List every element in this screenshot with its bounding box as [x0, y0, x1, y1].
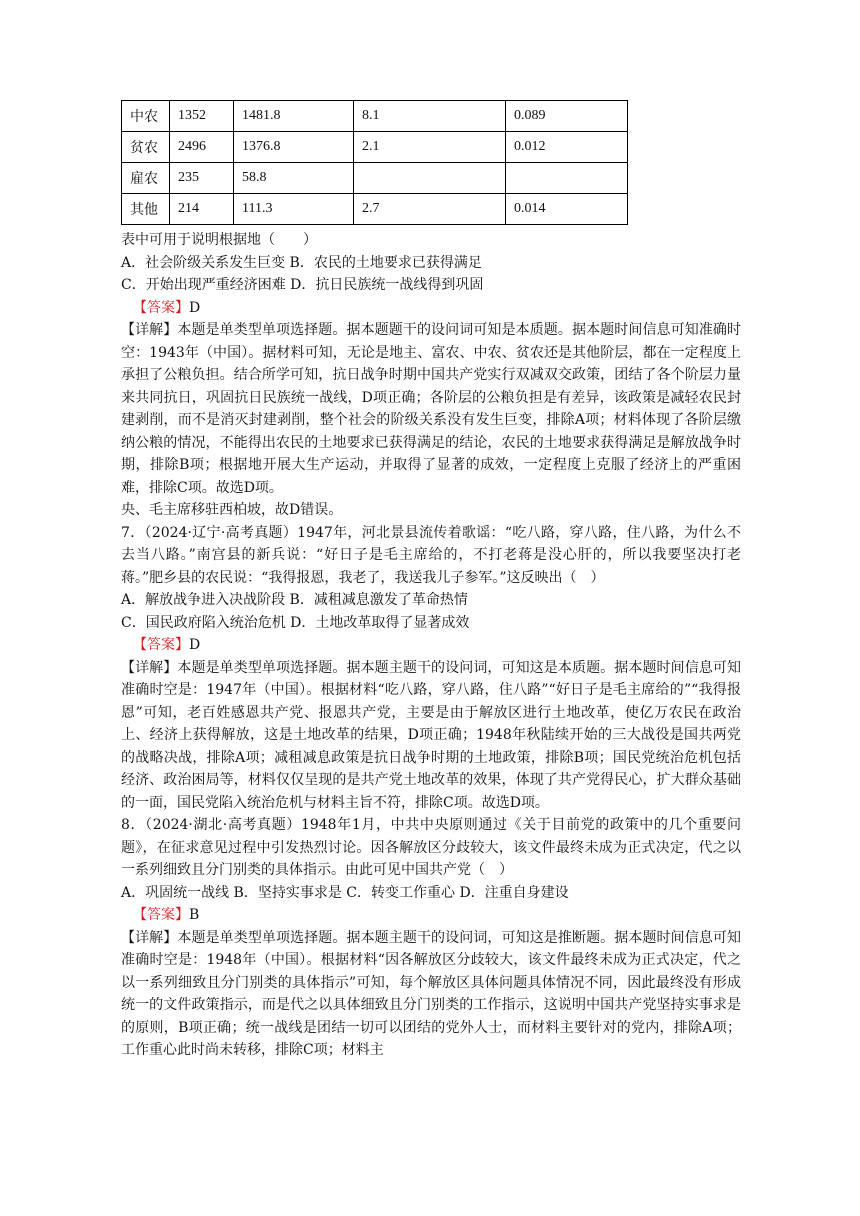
grain-burden-table	[121, 100, 628, 225]
q7-options-1: A．解放战争进入决战阶段 B．减租减息激发了革命热情	[121, 592, 468, 608]
table-cell: 58.8	[234, 163, 354, 194]
table-cell: 2.1	[354, 132, 506, 163]
detail-text: 本题是单类型单项选择题。据本题主题干的设问词，可知这是本质题。据本题时间信息可知准确时空是：1947年（中国）。根据材料“吃八路，穿八路，住八路”“好日子是毛主席给的”“我得报恩”可知，老百姓感恩共产党、报恩共产党，主要是由于解放区进行土地改革，使亿万农民在政治上、经济上获得解放，这是土地改革的结果，D项正确；1948年秋陆续开始的三大战役是国共两党的战略决战，排除A项；减租减息政策是抗日战争时期的土地政策，排除B项；国民党统治危机包括经济、政治困局等，材料仅仅呈现的是共产党土地改革的效果，体现了共产党得民心，扩大群众基础的一面，国民党陷入统治危机与材料主旨不符，排除C项。故选D项。	[121, 659, 742, 811]
q7-options-2: C．国民政府陷入统治危机 D．土地改革取得了显著成效	[121, 614, 470, 631]
q6-answer	[121, 297, 741, 320]
q6-detail	[121, 319, 741, 499]
table-cell: 0.089	[506, 101, 628, 132]
q6-options-1: A．社会阶级关系发生巨变 B．农民的土地要求已获得满足	[121, 254, 482, 271]
question-content	[121, 229, 741, 1062]
detail-label: 【详解】	[121, 659, 178, 676]
table-cell: 0.014	[506, 194, 628, 225]
q7-detail	[121, 657, 741, 815]
answer-label: 【答案】	[133, 299, 189, 316]
q6-stem-end: 表中可用于说明根据地（ ）	[121, 232, 317, 248]
q8-stem: 8．（2024·湖北·高考真题）1948年1月，中共中央原则通过《关于目前党的政策中的几个重要问题》，在征求意见过程中引发热烈讨论。因各解放区分歧较大，该文件最终未成为正式决定，代之以一系列细致且分门别类的具体指示。由此可见中国共产党（ ）	[121, 817, 741, 878]
q6-options-2: C．开始出现严重经济困难 D．抗日民族统一战线得到巩固	[121, 277, 484, 293]
table-row	[122, 132, 628, 163]
answer-label: 【答案】	[133, 637, 189, 653]
detail-text: 本题是单类型单项选择题。据本题主题干的设问词，可知这是推断题。据本题时间信息可知准确时空是：1948年（中国）。根据材料“因各解放区分歧较大，该文件最终未成为正式决定，代之以一系列细致且分门别类的具体指示”可知，每个解放区具体问题具体情况不同，因此最终没有形成统一的文件政策指示，而是代之以具体细致且分门别类的工作指示，这说明中国共产党坚持实事求是的原则，B项正确；统一战线是团结一切可以团结的党外人士，而材料主要针对的党内，排除A项；工作重心此时尚未转移，排除C项；材料主	[121, 929, 742, 1058]
table-cell: 1376.8	[234, 132, 354, 163]
table-cell: 1352	[170, 101, 234, 132]
table-cell	[354, 163, 506, 194]
table-cell	[506, 163, 628, 194]
q8-detail	[121, 927, 741, 1062]
q7-answer	[121, 634, 741, 657]
detail-text: 本题是单类型单项选择题。据本题题干的设问词可知是本质题。据本题时间信息可知准确时空：1943年（中国）。据材料可知，无论是地主、富农、中农、贫农还是其他阶层，都在一定程度上承担了公粮负担。结合所学可知，抗日战争时期中国共产党实行双减双交政策，团结了各个阶层力量来共同抗日，巩固抗日民族统一战线，D项正确；各阶层的公粮负担是有差异，该政策是减轻农民封建剥削，而不是消灭封建剥削，整个社会的阶级关系没有发生巨变，排除A项；材料体现了各阶层缴纳公粮的情况，不能得出农民的土地要求已获得满足的结论，农民的土地要求获得满足是解放战争时期，排除B项；根据地开展大生产运动，并取得了显著的成效，一定程度上克服了经济上的严重困难，排除C项。故选D项。	[121, 322, 742, 496]
table-cell: 中农	[122, 101, 170, 132]
table-cell: 贫农	[122, 132, 170, 163]
stray-line: 央、毛主席移驻西柏坡，故D错误。	[121, 502, 343, 518]
table-cell: 214	[170, 194, 234, 225]
table-cell: 0.012	[506, 132, 628, 163]
table-cell: 2.7	[354, 194, 506, 225]
table-cell: 雇农	[122, 163, 170, 194]
table-cell: 其他	[122, 194, 170, 225]
table-cell: 8.1	[354, 101, 506, 132]
table-row	[122, 194, 628, 225]
q8-options: A．巩固统一战线 B．坚持实事求是 C．转变工作重心 D．注重自身建设	[121, 884, 569, 901]
detail-label: 【详解】	[121, 322, 178, 338]
q7-stem: 7．（2024·辽宁·高考真题）1947年，河北景县流传着歌谣：“吃八路，穿八路，住八路，为什么不去当八路。”南宫县的新兵说：“好日子是毛主席给的，不打老蒋是没心肝的，所以我要坚决打老蒋。”肥乡县的农民说：“我得报恩，我老了，我送我儿子参军。”这反映出（ ）	[121, 524, 741, 586]
table-row	[122, 163, 628, 194]
q8-answer	[121, 904, 741, 927]
table-row	[122, 101, 628, 132]
table-cell: 235	[170, 163, 234, 194]
table-cell: 1481.8	[234, 101, 354, 132]
answer-value: D	[189, 299, 201, 316]
answer-label: 【答案】	[133, 907, 189, 923]
detail-label: 【详解】	[121, 929, 178, 946]
answer-value: D	[189, 637, 201, 653]
document-page	[121, 100, 741, 1062]
table-cell: 111.3	[234, 194, 354, 225]
table-cell: 2496	[170, 132, 234, 163]
answer-value: B	[189, 907, 200, 923]
